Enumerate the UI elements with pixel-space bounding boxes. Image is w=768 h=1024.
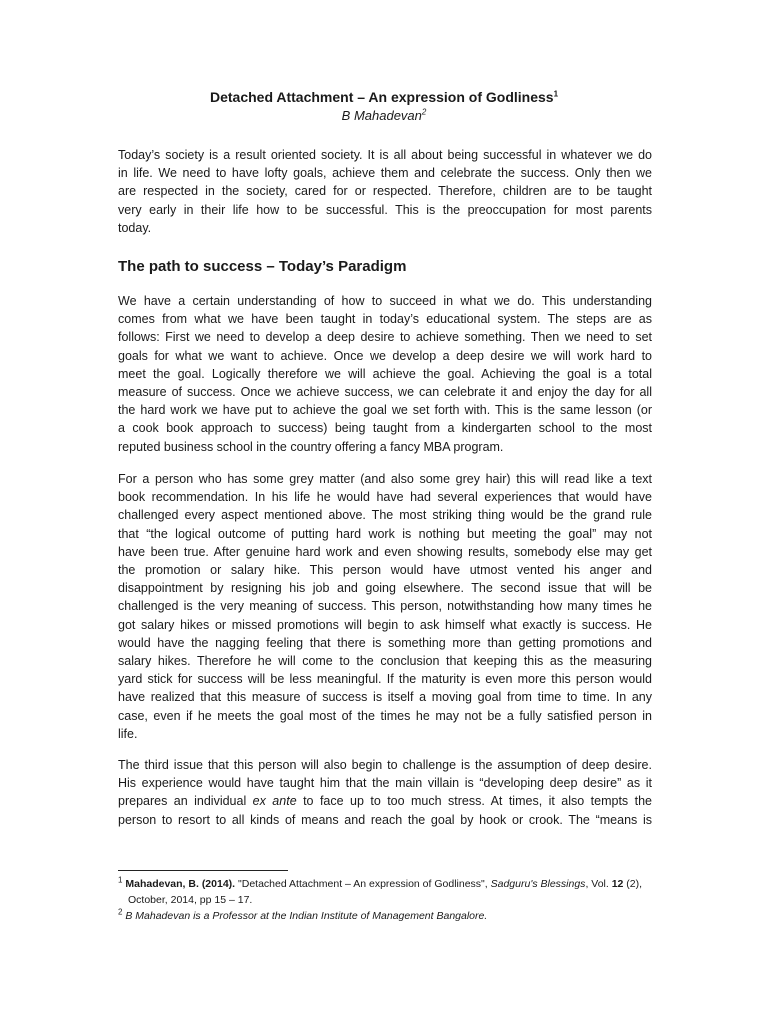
text-line: challenged is the very meaning of success. This person, notwithstanding how many times he: [118, 599, 652, 614]
text-line: are respected in the society, cared for or respected. Therefore, children are to be taught: [118, 184, 652, 199]
paragraph-grey-matter: [118, 470, 652, 743]
text-line: would have the nagging feeling that there is something more than getting promotions and: [118, 635, 652, 650]
text-line-mixed: prepares an individual ex ante to face up to too much stress. At times, it also tempts the: [118, 794, 652, 809]
text-line: follows: First we need to develop a deep desire to achieve something. Then we need to set: [118, 330, 652, 345]
text-line: We have a certain understanding of how to succeed in what we do. This understanding: [118, 294, 652, 308]
footnote-divider: [118, 870, 288, 871]
text-line: person to resort to all kinds of means and reach the goal by hook or crook. The “means is: [118, 812, 652, 827]
text-line: goals for what we want to achieve. Once we develop a deep desire we will work hard to: [118, 348, 652, 363]
text-line: salary hikes. Therefore he will come to the conclusion that keeping this as the measuring: [118, 654, 652, 669]
text-line: His experience would have taught him that the main villain is “developing deep desire” as it: [118, 776, 652, 791]
text-line: For a person who has some grey matter (and also some grey hair) this will read like a text: [118, 472, 652, 486]
footnote-mark: 2: [118, 907, 123, 917]
author-line: B Mahadevan$^2$: [341, 107, 427, 123]
text-line: yard stick for success will be less meaningful. If the maturity is even more this person would: [118, 672, 652, 687]
text-line: today.: [118, 220, 152, 235]
text-line: disappointment by resigning his job and going elsewhere. The second issue that will be: [118, 581, 652, 596]
text-line: have been true. After genuine hard work and even showing results, somebody else may get: [118, 544, 652, 559]
paragraph-paradigm: [118, 292, 652, 456]
paragraph-intro: [118, 146, 652, 237]
text-line: book recommendation. In his life he would have had several experiences that would have: [118, 490, 652, 505]
text-line: challenged every aspect mentioned above. The most striking thing would be the grand rule: [118, 508, 652, 523]
text-line: measure of success. Once we achieve success, we can celebrate it and enjoy the day for all: [118, 385, 652, 400]
text-line: have realized that this measure of success is itself a moving goal from time to time. In any: [118, 690, 652, 705]
text-line: in life. We need to have lofty goals, achieve them and celebrate the success. Only then we: [118, 166, 652, 181]
text-line: got salary hikes or missed promotions will begin to ask himself what exactly is success. He: [118, 617, 652, 632]
text-line: Today’s society is a result oriented society. It is all about being successful in whatever we do: [118, 148, 652, 162]
author-footnote-mark[interactable]: 2: [421, 107, 427, 117]
text-line: a cook book approach to success) being taught from a kindergarten school to the most: [118, 421, 652, 436]
italic-term: ex ante: [252, 794, 297, 809]
text-line: meet the goal. Logically therefore we will achieve the goal. Achieving the goal is a total: [118, 366, 652, 381]
text-line: reputed business school in the country offering a fancy MBA program.: [118, 439, 504, 454]
paragraph-deep-desire: [118, 756, 652, 829]
text-line: comes from what we have been taught in today’s educational system. The steps are as: [118, 312, 652, 327]
footnote-1: $^1$ Mahadevan, B. (2014). "Detached Attachment – An expression of Godliness", Sadguru's Blessings, Vol. 12 (2), October, 2014, pp 15 – 17.: [118, 875, 643, 906]
text-line: the hard work we have put to achieve the goal we set forth with. This is the same lesson (or: [118, 403, 652, 418]
text-line: very early in their life how to be successful. This is the preoccupation for most parents: [118, 202, 652, 217]
text-line: life.: [118, 726, 138, 741]
text-line: The third issue that this person will also begin to challenge is the assumption of deep desire.: [118, 758, 652, 772]
text-line: that “the logical outcome of putting hard work is nothing but meeting the goal” may not: [118, 526, 652, 541]
title-footnote-mark[interactable]: 1: [553, 89, 559, 99]
section-heading: The path to success – Today’s Paradigm: [118, 258, 407, 275]
footnote-mark: 1: [118, 875, 123, 885]
document-title: Detached Attachment – An expression of Godliness$^1$: [209, 89, 559, 105]
text-line: the promotion or salary hike. This person would have utmost vented his anger and: [118, 563, 652, 578]
text-line: case, even if he meets the goal most of the times he may not be a fully satisfied person in: [118, 708, 652, 723]
footnote-2: $^2$ B Mahadevan is a Professor at the Indian Institute of Management Bangalore.: [118, 907, 488, 922]
